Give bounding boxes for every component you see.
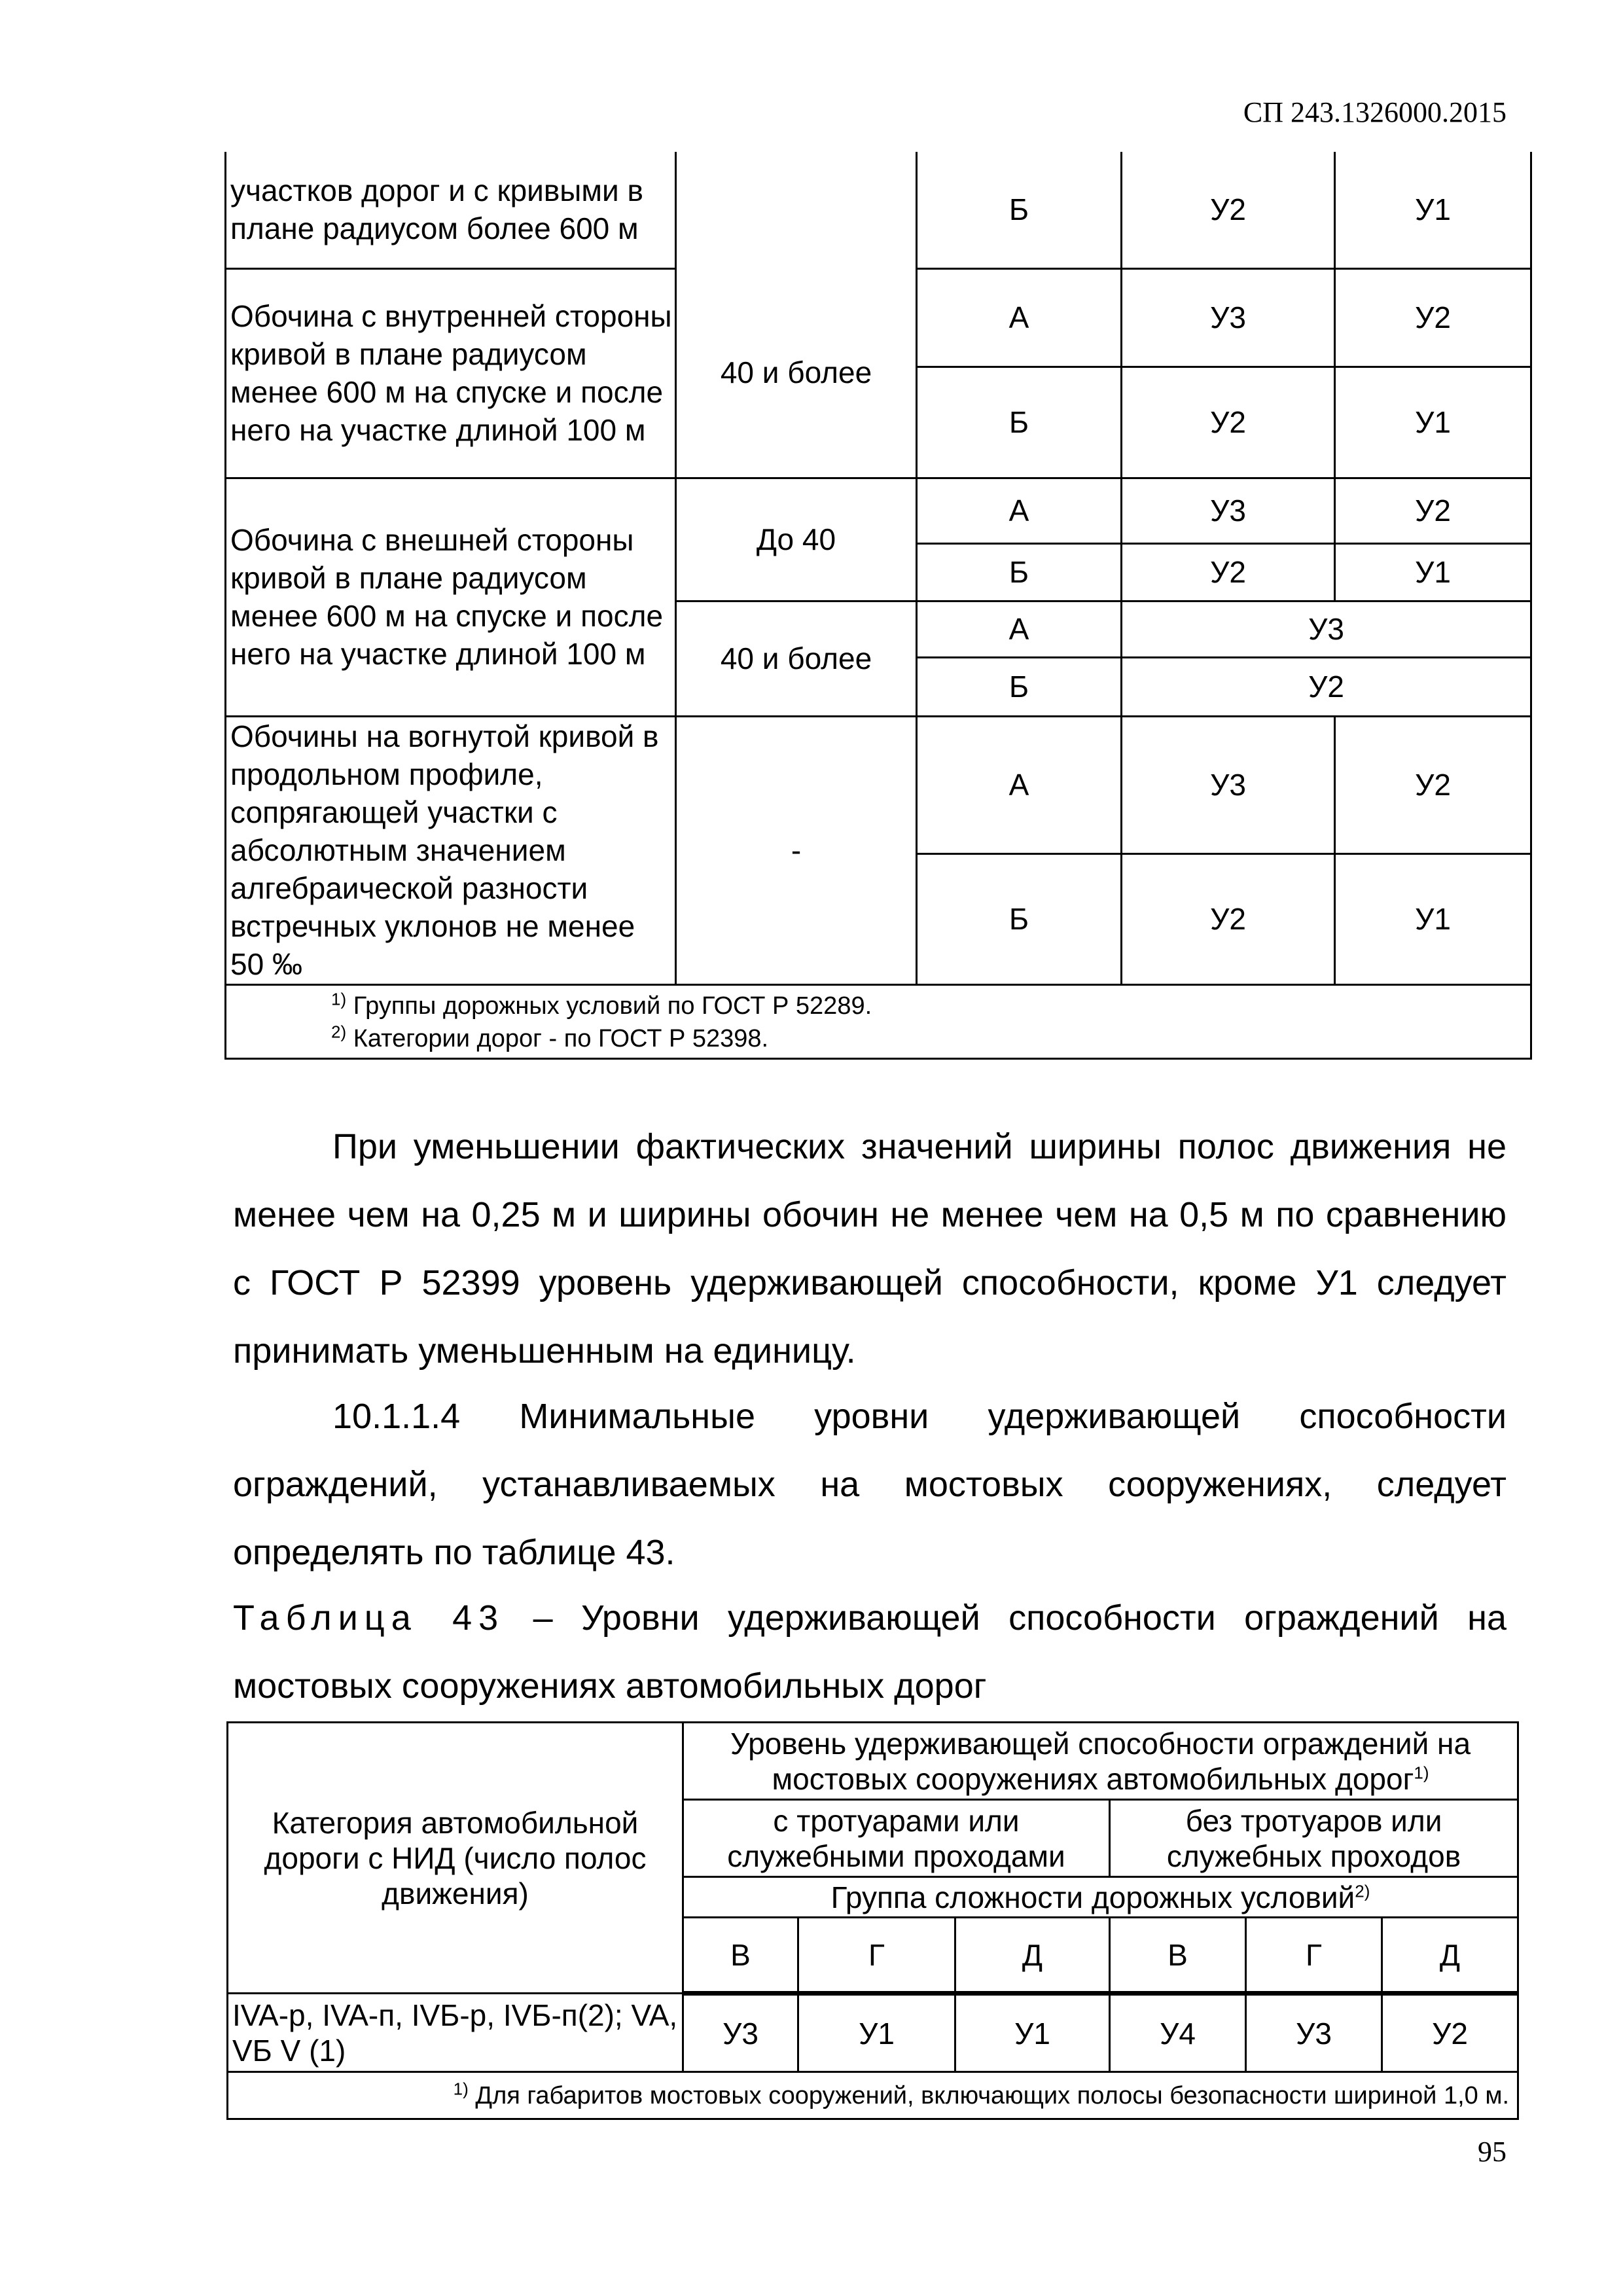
level-cell: У2 [1382,1994,1518,2072]
row-description: участков дорог и с кривыми в плане радиусом более 600 м [226,152,676,268]
condition-group-cell: А [917,478,1122,543]
body-paragraph: 10.1.1.4 Минимальные уровни удерживающей способности ограждений, устанавливаемых на мостовых сооружениях, следует определять по таблице 43. [233,1397,1507,1572]
row-description: Обочины на вогнутой кривой в продольном профиле, сопрягающей участки с абсолютным значением алгебраической разности встречных уклонов не менее 50 ‰ [226,716,676,984]
footnote-text: Группы дорожных условий по ГОСТ Р 52289. [353,992,872,1020]
width-cell: 40 и более [676,268,917,478]
level-cell: У2 [1122,152,1335,268]
footnote-mark: 1) [453,2078,469,2098]
width-cell: 40 и более [676,601,917,716]
footnote-mark: 1) [1414,1763,1429,1783]
table-42-continuation [224,152,1532,1060]
table-caption [233,1584,1507,1720]
footnote-1 [331,990,1530,1022]
level-cell: У2 [1335,478,1531,543]
table-row [226,478,1531,543]
width-cell [676,152,917,268]
level-cell: У2 [1335,716,1531,853]
body-paragraph: При уменьшении фактических значений ширины полос движения не менее чем на 0,25 м и ширины обочин не менее чем на 0,5 м по сравнению с ГОСТ Р 52399 уровень удерживающей способности, кроме У1 следует принимать уменьшенным на единицу. [233,1127,1507,1371]
footnote-mark: 2) [331,1021,347,1041]
width-cell: До 40 [676,478,917,601]
table-caption-label: Таблица 43 [233,1598,505,1638]
level-cell: У2 [1122,853,1335,984]
row-description: Обочина с внешней стороны кривой в плане радиусом менее 600 м на спуске и после него на участке длиной 100 м [226,478,676,716]
level-cell: У2 [1335,268,1531,367]
table-header-row [228,1723,1518,1800]
column-header-without-sidewalks: без тротуаров или служебных проходов [1110,1800,1518,1877]
condition-group-cell: Б [917,657,1122,716]
row-description: Обочина с внутренней стороны кривой в плане радиусом менее 600 м на спуске и после него на участке длиной 100 м [226,268,676,478]
group-header: Г [798,1918,955,1994]
condition-group-cell: Б [917,367,1122,478]
level-cell: У1 [1335,367,1531,478]
group-header: В [1110,1918,1246,1994]
level-cell: У1 [798,1994,955,2072]
footnote-mark: 1) [331,988,347,1009]
condition-group-cell: А [917,268,1122,367]
page-number: 95 [1478,2136,1507,2168]
table-row [226,716,1531,853]
table-footnote [228,2072,1518,2119]
level-cell: У3 [1122,268,1335,367]
group-header: Г [1246,1918,1382,1994]
condition-group-cell: Б [917,543,1122,601]
column-header-with-sidewalks: с тротуарами или служебными проходами [683,1800,1110,1877]
level-cell: У2 [1122,543,1335,601]
footnote-text: Категории дорог - по ГОСТ Р 52398. [353,1024,769,1052]
condition-group-cell: Б [917,152,1122,268]
level-cell: У3 [1122,716,1335,853]
level-cell: У1 [1335,853,1531,984]
document-code: СП 243.1326000.2015 [1243,96,1507,128]
level-cell: У1 [1335,543,1531,601]
footnote-2 [331,1022,1530,1055]
table-footnotes [226,984,1531,1058]
level-cell: У2 [1122,367,1335,478]
level-cell: У3 [1122,601,1531,657]
level-cell: У1 [955,1994,1110,2072]
table-row [226,152,1531,268]
table-footnotes-row [226,984,1531,1058]
level-cell: У2 [1122,657,1531,716]
condition-group-cell: А [917,716,1122,853]
table-43 [226,1721,1519,2120]
condition-group-cell: А [917,601,1122,657]
table-row [226,268,1531,367]
condition-group-cell: Б [917,853,1122,984]
group-header: В [683,1918,798,1994]
table-footnotes-row [228,2072,1518,2119]
footnote-mark: 2) [1355,1881,1370,1901]
level-cell: У3 [683,1994,798,2072]
column-header-level: Уровень удерживающей способности ограждений на мостовых сооружениях автомобильных дорог$^{1)}$ [683,1723,1518,1800]
table-caption-text: – Уровни удерживающей способности ограждений на мостовых сооружениях автомобильных дорог [233,1598,1507,1706]
level-cell: У3 [1246,1994,1382,2072]
footnote-text: Для габаритов мостовых сооружений, включающих полосы безопасности шириной 1,0 м. [475,2081,1510,2109]
row-category: IVA-р, IVA-п, IVБ-р, IVБ-п(2); VA, VБ V (1) [228,1994,683,2072]
table-row [228,1994,1518,2072]
width-cell: - [676,716,917,984]
column-header-category: Категория автомобильной дороги с НИД (число полос движения) [228,1723,683,1994]
group-header: Д [1382,1918,1518,1994]
group-header: Д [955,1918,1110,1994]
level-cell: У1 [1335,152,1531,268]
column-header-complexity-group: Группа сложности дорожных условий$^{2)}$ [683,1877,1518,1918]
level-cell: У4 [1110,1994,1246,2072]
level-cell: У3 [1122,478,1335,543]
